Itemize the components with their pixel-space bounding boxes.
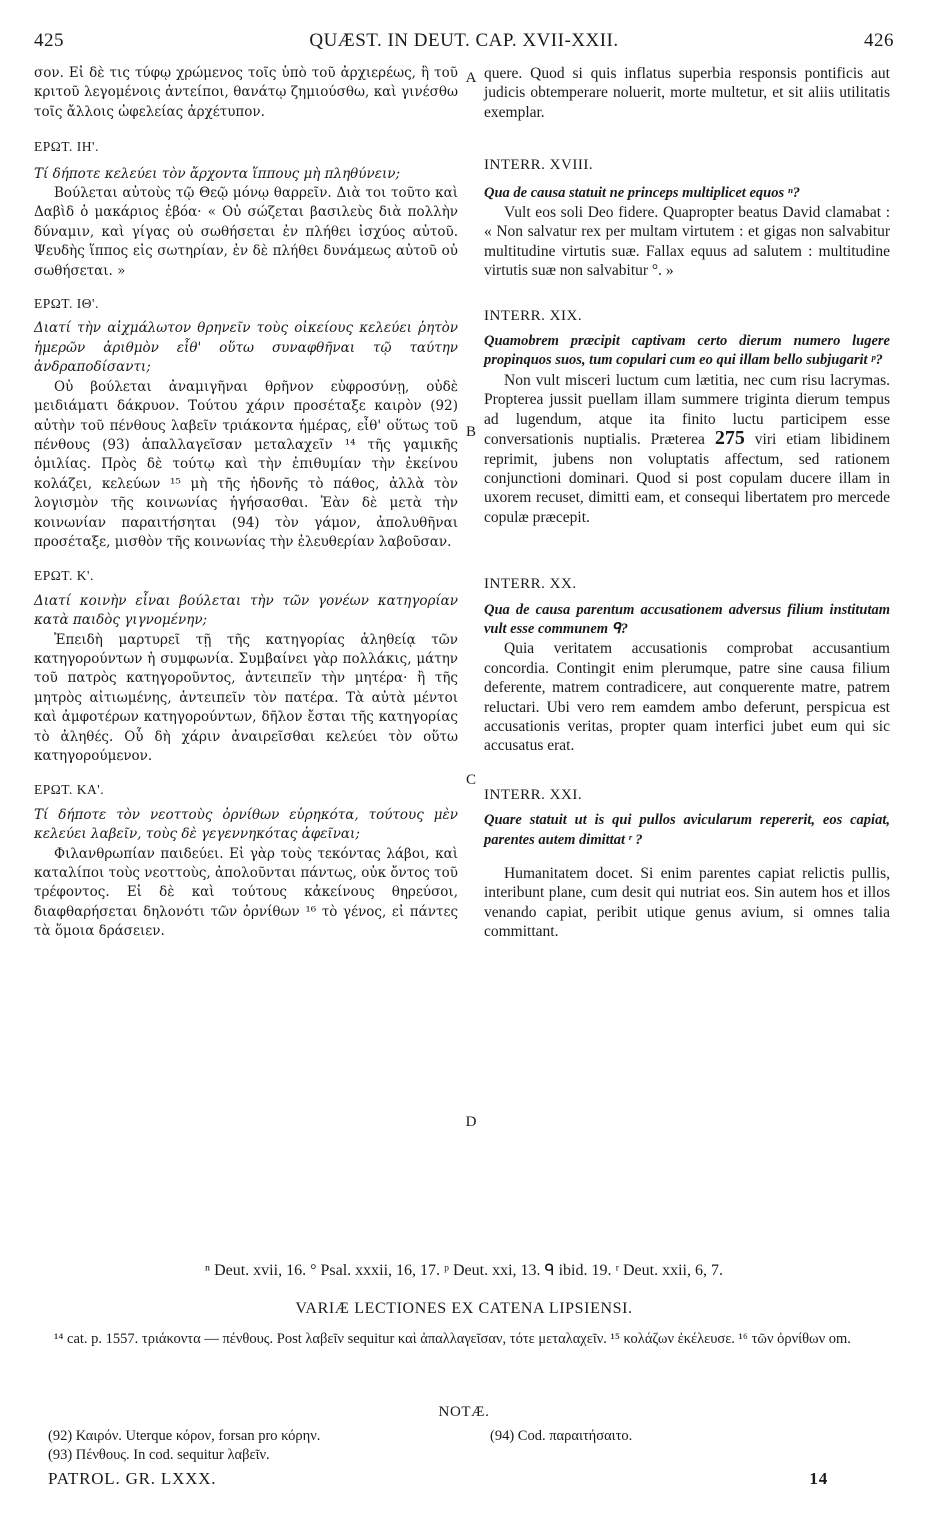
latin-question-20: Qua de causa parentum accusationem adversus filium institutam vult esse communem ᑫ? <box>484 601 890 637</box>
latin-answer-19 <box>484 371 890 527</box>
latin-answer-19-part1: Non vult misceri luctum cum lætitia, nec cum risu lacrymas. Propterea jussit puellam illam summere triginta dierum tempus ad lugendum, atque ita finito luctu participem esse conversationis nuptialis. Præterea <box>484 371 890 449</box>
variae-lectiones: ¹⁴ cat. p. 1557. τριάκοντα — πένθους. Post λαβεῖν sequitur καὶ ἀπαλλαγεῖσαν, τότε μεταλαχεῖν. ¹⁵ κολάζων ἐκέλευσε. ¹⁶ τῶν ὀρνίθων om. <box>54 1331 851 1347</box>
running-title: QUÆST. IN DEUT. CAP. XVII-XXII. <box>309 30 619 51</box>
latin-answer-20: Quia veritatem accusationis comprobat accusantium concordia. Contingit enim plerumque, patre sine causa filium deferente, matrem contradicere, aut conquerente matre, patrem reluctari. Ubi vero rem eamdem ambo deferunt, perspicua est accusationis veritas, propter quam interfici jubet eum qui sic accusatus erat. <box>484 640 890 755</box>
latin-column <box>484 64 890 942</box>
margin-letter-b: B <box>465 424 476 440</box>
page-footer <box>48 1469 888 1489</box>
greek-answer-18: Βούλεται αὐτοὺς τῷ Θεῷ μόνῳ θαρρεῖν. Διὰ τοι τοῦτο καὶ Δαβὶδ ὁ μακάριος ἐβόα· « Οὐ σώζεται βασιλεὺς διὰ πολλὴν δύναμιν, καὶ γίγας οὐ σωθήσεται ἐν πλήθει ἰσχύος αὐτοῦ. Ψευδὴς ἵππος εἰς σωτηρίαν, ἐν δὲ πλήθει δυνάμεως αὐτοῦ οὐ σωθήσεται. » <box>34 185 458 279</box>
page-number-left: 425 <box>34 30 64 51</box>
greek-heading-18: ΕΡΩΤ. ΙΗ'. <box>34 139 99 155</box>
margin-letter-d: D <box>465 1114 477 1130</box>
margin-letter-c: C <box>465 772 476 788</box>
note-92: (92) Καιρόν. Uterque κόρον, forsan pro κόρην. <box>48 1428 321 1444</box>
latin-heading-19: INTERR. XIX. <box>484 307 583 324</box>
greek-answer-19: Οὐ βούλεται ἀναμιγῆναι θρῆνον εὐφροσύνῃ, οὐδὲ μειδιάματι δάκρυον. Τούτου χάριν προσέταξε καιρὸν (92) αὐτὴν τοῦ πένθους λαβεῖν τριάκοντα ἡμέρας, εἶθ' οὕτως τοῦ πένθους (93) ἀπαλλαγεῖσαν μεταλαχεῖν ¹⁴ τῆς γαμικῆς ὁμιλίας. Πρὸς δὲ τούτῳ καὶ τὴν ἐπιθυμίαν τὴν ἐκείνου κολάζει, κελεύων ¹⁵ μὴ τῆς ἡδονῆς τὸ πάθος, ἀλλὰ τὸν λογισμὸν τῆς κοινωνίας ἡγήσασθαι. Ἐὰν δὲ μετὰ τὴν κοινωνίαν παραιτήσηται (94) τὸν γάμον, ἀπολυθῆναι προσέταξε, μισθὸν τῆς κοινωνίας τὴν ἐλευθερίαν λαβοῦσαν. <box>34 378 458 550</box>
greek-heading-20: ΕΡΩΤ. Κ'. <box>34 568 94 584</box>
note-93: (93) Πένθους. In cod. sequitur λαβεῖν. <box>48 1447 270 1463</box>
greek-answer-21: Φιλανθρωπίαν παιδεύει. Εἰ γὰρ τοὺς τεκόντας λάβοι, καὶ καταλίποι τοὺς νεοττοὺς, ἀπολοῦνται πάντως, οὐκ ὄντος τοῦ τρέφοντος. Εἰ δὲ καὶ τούτους κἀκείνους θηρεύσοι, διαφθαρήσεται δηλονότι τῶν ὀρνίθων ¹⁶ τὸ γένος, εἰ πάντες τὰ ὅμοια δράσειεν. <box>34 845 458 940</box>
note-94: (94) Cod. παραιτήσαιτο. <box>490 1428 633 1444</box>
greek-heading-19: ΕΡΩΤ. ΙΘ'. <box>34 296 99 312</box>
margin-letter-a: A <box>465 70 477 86</box>
latin-answer-19-part2: viri etiam libidinem reprimit, jubens non voluptatis affectum, sed rationem conjunctioni dominari. Quod si post copulam ducere illam in uxorem recuset, dimitti eam, et consequi libertatem pro mercede copulæ præcepit. <box>484 431 890 526</box>
column-number: 275 <box>714 427 745 450</box>
greek-intro: σον. Εἰ δὲ τις τύφῳ χρώμενος τοῖς ὑπὸ τοῦ ἀρχιερέως, ἢ τοῦ κριτοῦ λεγομένοις ἀντείποι, θανάτῳ ζημιούσθω, καὶ γινέσθω τοῖς ἄλλοις ὠφελείας ἀρχέτυπον. <box>34 65 458 120</box>
latin-heading-18: INTERR. XVIII. <box>484 157 594 174</box>
variae-heading: VARIÆ LECTIONES EX CATENA LIPSIENSI. <box>295 1300 633 1317</box>
page-number-right: 426 <box>864 30 894 51</box>
latin-question-21: Quare statuit ut is qui pullos avicularum repererit, eos capiat, parentes autem dimittat ʳ ? <box>484 812 890 848</box>
notae-heading: NOTÆ. <box>438 1404 490 1420</box>
greek-question-18: Τί δήποτε κελεύει τὸν ἄρχοντα ἵππους μὴ πληθύνειν; <box>34 165 401 182</box>
running-header <box>34 30 894 54</box>
greek-question-19: Διατί τὴν αἰχμάλωτον θρηνεῖν τοὺς οἰκείους κελεύει ῥητὸν ἡμερῶν ἀριθμὸν εἶθ' οὕτω συναφθῆναι τῷ ταύτην ἀνδραποδίσαντι; <box>34 320 458 376</box>
greek-heading-21: ΕΡΩΤ. ΚΑ'. <box>34 782 105 798</box>
latin-answer-21: Humanitatem docet. Si enim parentes capiat relictis pullis, interibunt plane, cum desit qui nutriat eos. Sin autem hos et illos venando capiat, peribit utique genus avium, si omnes talia committant. <box>484 865 890 941</box>
greek-question-20: Διατί κοινὴν εἶναι βούλεται τὴν τῶν γονέων κατηγορίαν κατὰ παιδὸς γιγνομένην; <box>34 592 458 629</box>
scripture-references: ⁿ Deut. xvii, 16. ° Psal. xxxii, 16, 17. ᵖ Deut. xxi, 13. ᑫ ibid. 19. ʳ Deut. xxii, 6, 7. <box>205 1262 723 1279</box>
gathering-number: 14 <box>809 1469 828 1488</box>
greek-column <box>34 64 458 942</box>
greek-answer-20: Ἐπειδὴ μαρτυρεῖ τῇ τῆς κατηγορίας ἀληθείᾳ τῶν κατηγορούντων ἡ συμφωνία. Συμβαίνει γὰρ πολλάκις, μάτην τοῦ πατρὸς κατηγοροῦντος, ἀντειπεῖν τὴν μητέρα· ἢ τῆς μητρὸς αἰτιωμένης, ἀντειπεῖν τὸν πατέρα. Τὰ αὐτὰ μέντοι καὶ ἀμφοτέρων κατηγορούντων, δῆλον ἔσται τῆς κατηγορίας τὸ ἀληθές. Οὗ δὴ χάριν ἀναιρεῖσθαι κελεύει τὸν οὕτω κατηγορούμενον. <box>34 631 458 764</box>
latin-answer-18: Vult eos soli Deo fidere. Quapropter beatus David clamabat : « Non salvatur rex per multam virtutem : et gigas non salvabitur multitudine virtutis suæ. Fallax equus ad salutem : multitudine virtutis suæ non salvabitur °. » <box>484 204 890 280</box>
latin-question-18: Qua de causa statuit ne princeps multiplicet equos ⁿ? <box>484 184 801 201</box>
latin-heading-21: INTERR. XXI. <box>484 786 583 803</box>
latin-question-19: Quamobrem præcipit captivam certo dierum numero lugere propinquos suos, tum copulari cum eo qui illam bello subjugarit ᵖ? <box>484 333 890 369</box>
series-signature: PATROL. GR. LXXX. <box>48 1469 217 1488</box>
latin-intro: quere. Quod si quis inflatus superbia responsis pontificis aut judicis obtemperare noluerit, morte multetur, et sit aliis utilitatis exemplar. <box>484 65 890 121</box>
greek-question-21: Τί δήποτε τὸν νεοττοὺς ὀρνίθων εὑρηκότα, τούτους μὲν κελεύει λαβεῖν, τοὺς δὲ γεγεννηκότας ἀφεῖναι; <box>34 806 458 843</box>
latin-heading-20: INTERR. XX. <box>484 576 577 593</box>
